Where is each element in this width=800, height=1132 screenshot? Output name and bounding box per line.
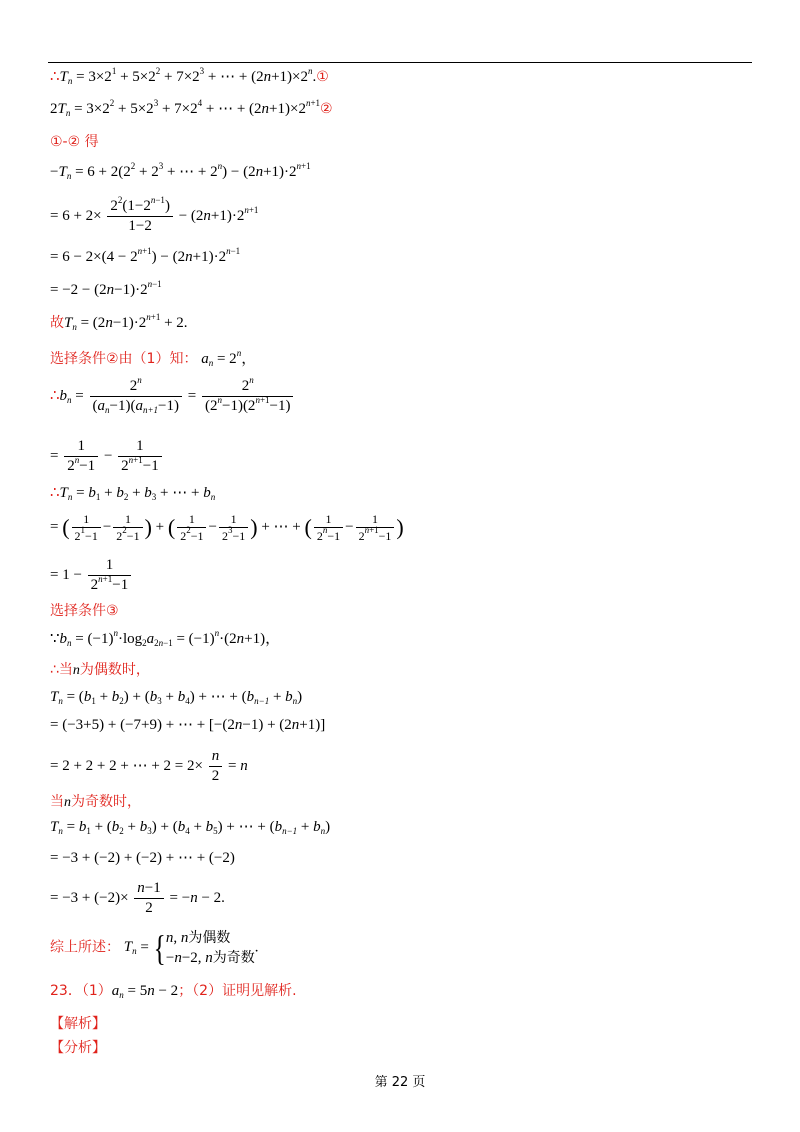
eq-telescoping-expand: = ( $\frac{1}{2^1-1}$ − $\frac{1}{2^2-1}$ ) + ( $\frac{1}{2^2-1}$ − $\frac{1}{2^3-1}$ ) + ⋯ + ( $\frac{1}{2^n-1}$ − $\frac{1}{2^{n+1}-1}$ ) <box>50 512 404 543</box>
eq-tn-even-result: = 2 + 2 + 2 + ⋯ + 2 = 2× $\frac{n}{2}$ = n <box>50 748 248 784</box>
eq-tn-result-2: = 1 − $\frac{1}{2^{n+1}-1}$ <box>50 557 133 594</box>
case-even-heading: ∴当n为偶数时， <box>50 662 150 678</box>
page-footer: 第 22 页 <box>374 1075 426 1090</box>
part-1-label: （1） <box>81 983 112 999</box>
therefore-symbol: ∴ <box>50 387 60 404</box>
eq-neg-tn: $-T_n = 6 + 2(2^2 + 2^3$ + ⋯ + $2^n) - (2n+1)\cdot 2^{n+1}$ <box>50 161 311 181</box>
part-2-label: ；（2）证明见解析. <box>178 983 297 999</box>
eq-tn-even-group: $T_n = (b_1 + b_2) + (b_3 + b_4)$ + ⋯ + $(b_{n-1} + b_n)$ <box>50 689 303 706</box>
because-symbol: ∵ <box>50 631 60 647</box>
eq-tn-odd-expand: = −3 + (−2) + (−2) + ⋯ + (−2) <box>50 850 235 866</box>
case-odd-pre: 当 <box>50 794 64 810</box>
subtract-label: ①-② 得 <box>50 134 99 150</box>
eq-tn-odd-group: $T_n = b_1 + (b_2 + b_3) + (b_4 + b_5)$ + ⋯ + $(b_{n-1} + b_n)$ <box>50 819 331 836</box>
label-circle-2: ② <box>320 101 333 117</box>
eq-tn-sum: $\therefore T_n = 3\times 2^1 + 5\times 2^2 + 7\times 2^3$ + ⋯ + $(2n+1)\times 2^n.①$ <box>50 66 329 86</box>
eq-tn-even-expand: = (−3+5) + (−7+9) + ⋯ + [−(2n−1) + (2n+1)] <box>50 717 326 733</box>
eq-bn-telescoping: = $\frac{1}{2^n-1}$ − $\frac{1}{2^{n+1}-1}$ <box>50 438 164 475</box>
label-circle-1: ① <box>316 69 329 85</box>
therefore-symbol: ∴ <box>50 485 60 501</box>
therefore-symbol: ∴ <box>50 69 60 85</box>
case-even-post: 为偶数时， <box>79 662 150 678</box>
condition-2-intro: 选择条件②由（1）知： $a_n = 2^n$， <box>50 348 257 368</box>
fenxi-heading: 【分析】 <box>50 1040 106 1056</box>
gu-label: 故 <box>50 315 64 331</box>
summary-line: 综上所述： $T_n$ = { n, n为偶数 −n−2, n为奇数 . <box>50 928 259 968</box>
header-rule <box>48 62 752 63</box>
eq-simplify-2: = $-2 - (2n-1)\cdot 2^{n-1}$ <box>50 279 162 298</box>
eq-bn-def: $\therefore b_n$ = $\frac{2^n}{(a_n-1)(a_{n+1}-1)}$ = $\frac{2^n}{(2^n-1)(2^{n+1}-1)}$ <box>50 378 295 415</box>
jiexi-heading: 【解析】 <box>50 1016 106 1032</box>
question-number: 23． <box>50 983 82 999</box>
eq-simplify-1: = $6 - 2\times(4 - 2^{n+1}) - (2n+1)\cdot 2^{n-1}$ <box>50 246 241 265</box>
eq-bn-cond3: $\because b_n = (-1)^n\cdot\log_2a_{2n-1} = (-1)^n\cdot(2n+1)$， <box>50 628 281 648</box>
eq-2tn-sum: $2T_n = 3\times 2^2 + 5\times 2^3 + 7\times 2^4$ + ⋯ + $(2n+1)\times 2^{n+1}②$ <box>50 98 333 118</box>
eq-tn-result: 故$T_n = (2n-1)\cdot 2^{n+1} + 2$. <box>50 312 188 332</box>
case-odd-post: 为奇数时， <box>71 794 141 810</box>
case-even-pre: ∴当 <box>50 662 73 678</box>
eq-tn-odd-result: = −3 + (−2)× $\frac{n-1}{2}$ = −n − 2. <box>50 880 225 916</box>
case-odd-heading: 当n为奇数时， <box>50 794 141 810</box>
condition-3-label: 选择条件③ <box>50 603 119 619</box>
case-odd-text: 为奇数 <box>212 950 255 966</box>
eq-geometric-sum: = 6 + 2× $\frac{2^2(1-2^{n-1})}{1-2}$ − $(2n+1)\cdot 2^{n+1}$ <box>50 195 259 234</box>
summary-label: 综上所述： <box>50 939 120 956</box>
case-even-text: 为偶数 <box>188 930 231 946</box>
question-23-answer: 23．$(1)a_n = 5n - 2$；（2）证明见解析. <box>50 983 297 1000</box>
condition-2-label: 选择条件②由（1）知： <box>50 351 198 367</box>
eq-tn-bsum: $\therefore T_n = b_1 + b_2 + b_3$ + ⋯ + $b_n$ <box>50 485 216 502</box>
